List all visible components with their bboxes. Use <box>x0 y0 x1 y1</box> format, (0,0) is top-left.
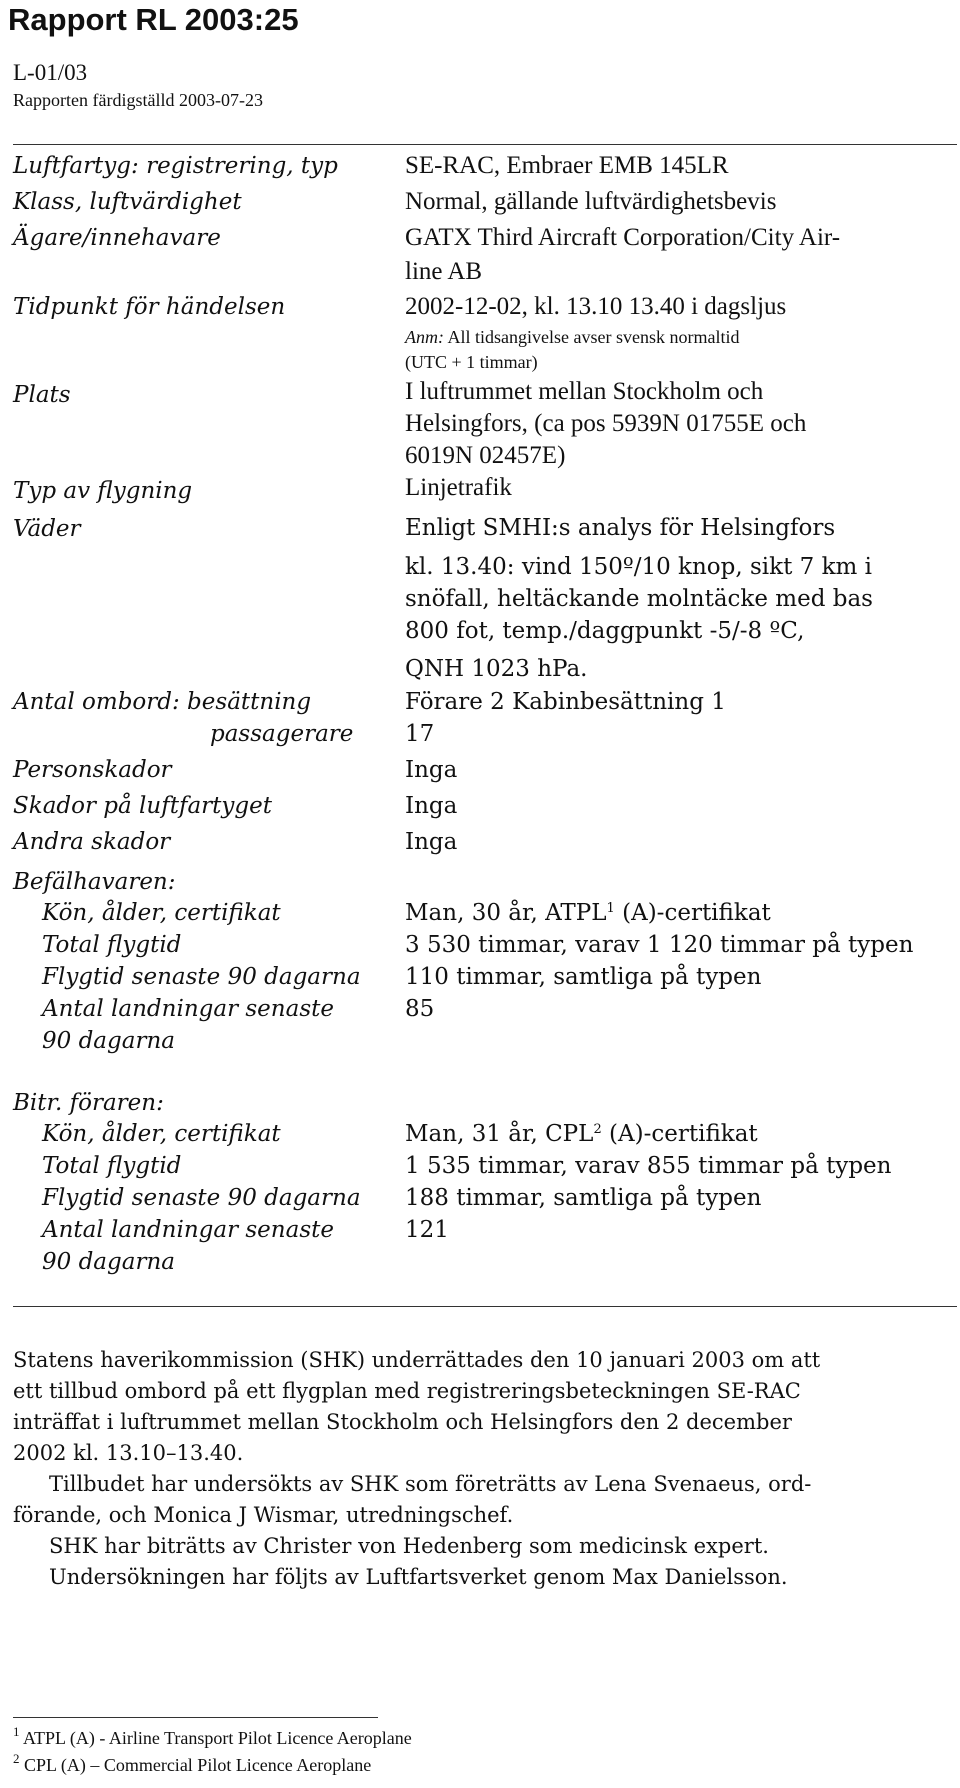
facts-bottom-divider <box>13 1306 957 1307</box>
weather-label: Väder <box>13 516 81 542</box>
owner-label: Ägare/innehavare <box>13 225 221 251</box>
time-note-line1 <box>405 327 739 348</box>
footnote-ref-2: 2 <box>593 1122 602 1137</box>
onboard-passenger-value: 17 <box>405 721 435 747</box>
footnote-1-number: 1 <box>13 1724 20 1739</box>
completion-date: Rapporten färdigställd 2003-07-23 <box>13 90 263 110</box>
weather-line5: QNH 1023 hPa. <box>405 656 588 682</box>
note-prefix: Anm: <box>405 327 444 347</box>
personal-injury-label: Personskador <box>13 757 172 783</box>
captain-landings-value: 85 <box>405 996 435 1022</box>
weather-line4: 800 fot, temp./daggpunkt -5/-8 ºC, <box>405 618 805 644</box>
captain-recent-value: 110 timmar, samtliga på typen <box>405 964 762 990</box>
note-text: All tidsangivelse avser svensk normaltid <box>444 327 740 347</box>
captain-cert: Man, 30 år, ATPL <box>405 900 607 926</box>
copilot-gender-value <box>405 1121 758 1147</box>
paragraph-1-line4: 2002 kl. 13.10–13.40. <box>13 1441 244 1465</box>
report-title: Rapport RL 2003:25 <box>8 2 299 37</box>
class-value: Normal, gällande luftvärdighetsbevis <box>405 188 777 215</box>
paragraph-2-line2: förande, och Monica J Wismar, utredningschef. <box>13 1503 514 1527</box>
aircraft-value: SE-RAC, Embraer EMB 145LR <box>405 152 729 179</box>
place-value-line2: Helsingfors, (ca pos 5939N 01755E och <box>405 410 807 437</box>
captain-landings-label-1: Antal landningar senaste <box>42 996 334 1022</box>
paragraph-1-line2: ett tillbud ombord på ett flygplan med registreringsbeteckningen SE-RAC <box>13 1379 801 1403</box>
footnote-1-text: ATPL (A) - Airline Transport Pilot Licence Aeroplane <box>19 1728 412 1748</box>
copilot-landings-value: 121 <box>405 1217 449 1243</box>
owner-value-line1: GATX Third Aircraft Corporation/City Air- <box>405 224 841 251</box>
footnote-2 <box>13 1751 372 1776</box>
copilot-total-value: 1 535 timmar, varav 855 timmar på typen <box>405 1153 892 1179</box>
class-label: Klass, luftvärdighet <box>13 189 242 215</box>
copilot-total-label: Total flygtid <box>42 1153 182 1179</box>
copilot-cert: Man, 31 år, CPL <box>405 1121 594 1147</box>
captain-recent-label: Flygtid senaste 90 dagarna <box>42 964 361 990</box>
weather-line1: Enligt SMHI:s analys för Helsingfors <box>405 515 836 541</box>
personal-injury-value: Inga <box>405 757 458 783</box>
copilot-landings-label-2: 90 dagarna <box>42 1249 175 1275</box>
onboard-crew-label: Antal ombord: besättning <box>13 689 312 715</box>
place-value-line1: I luftrummet mellan Stockholm och <box>405 378 764 405</box>
copilot-gender-label: Kön, ålder, certifikat <box>42 1121 281 1147</box>
captain-gender-label: Kön, ålder, certifikat <box>42 900 281 926</box>
paragraph-2-line1: Tillbudet har undersökts av SHK som företrätts av Lena Svenaeus, ord- <box>49 1472 812 1496</box>
footnote-2-text: CPL (A) – Commercial Pilot Licence Aeroplane <box>19 1755 372 1775</box>
copilot-recent-value: 188 timmar, samtliga på typen <box>405 1185 762 1211</box>
aircraft-label: Luftfartyg: registrering, typ <box>13 153 338 179</box>
copilot-landings-label-1: Antal landningar senaste <box>42 1217 334 1243</box>
captain-gender-value <box>405 900 771 926</box>
footnote-1 <box>13 1724 412 1749</box>
flight-type-value: Linjetrafik <box>405 474 512 501</box>
copilot-cert-suffix: (A)-certifikat <box>601 1121 758 1147</box>
place-label: Plats <box>13 382 71 408</box>
time-label: Tidpunkt för händelsen <box>13 294 286 320</box>
aircraft-damage-label: Skador på luftfartyget <box>13 793 272 819</box>
report-reference: L-01/03 <box>13 60 88 85</box>
footnote-2-number: 2 <box>13 1751 20 1766</box>
captain-landings-label-2: 90 dagarna <box>42 1028 175 1054</box>
captain-heading: Befälhavaren: <box>13 869 176 895</box>
paragraph-3: SHK har biträtts av Christer von Hedenberg som medicinsk expert. <box>49 1534 769 1558</box>
copilot-recent-label: Flygtid senaste 90 dagarna <box>42 1185 361 1211</box>
weather-line3: snöfall, heltäckande molntäcke med bas <box>405 586 873 612</box>
other-damage-label: Andra skador <box>13 829 171 855</box>
captain-cert-suffix: (A)-certifikat <box>614 900 771 926</box>
place-value-line3: 6019N 02457E) <box>405 442 566 469</box>
captain-total-label: Total flygtid <box>42 932 182 958</box>
time-note-line2: (UTC + 1 timmar) <box>405 352 538 372</box>
paragraph-1-line3: inträffat i luftrummet mellan Stockholm och Helsingfors den 2 december <box>13 1410 792 1434</box>
owner-value-line2: line AB <box>405 258 483 285</box>
onboard-passenger-label: passagerare <box>210 721 354 747</box>
onboard-crew-value: Förare 2 Kabinbesättning 1 <box>405 689 726 715</box>
footnote-divider <box>13 1717 378 1718</box>
other-damage-value: Inga <box>405 829 458 855</box>
top-divider <box>13 144 957 145</box>
flight-type-label: Typ av flygning <box>13 478 193 504</box>
paragraph-1-line1: Statens haverikommission (SHK) underrättades den 10 januari 2003 om att <box>13 1348 821 1372</box>
copilot-heading: Bitr. föraren: <box>13 1090 164 1116</box>
aircraft-damage-value: Inga <box>405 793 458 819</box>
time-value: 2002-12-02, kl. 13.10 13.40 i dagsljus <box>405 293 787 320</box>
paragraph-4: Undersökningen har följts av Luftfartsverket genom Max Danielsson. <box>49 1565 788 1589</box>
captain-total-value: 3 530 timmar, varav 1 120 timmar på typen <box>405 932 914 958</box>
weather-line2: kl. 13.40: vind 150º/10 knop, sikt 7 km i <box>405 554 873 580</box>
footnote-ref-1: 1 <box>606 901 615 916</box>
